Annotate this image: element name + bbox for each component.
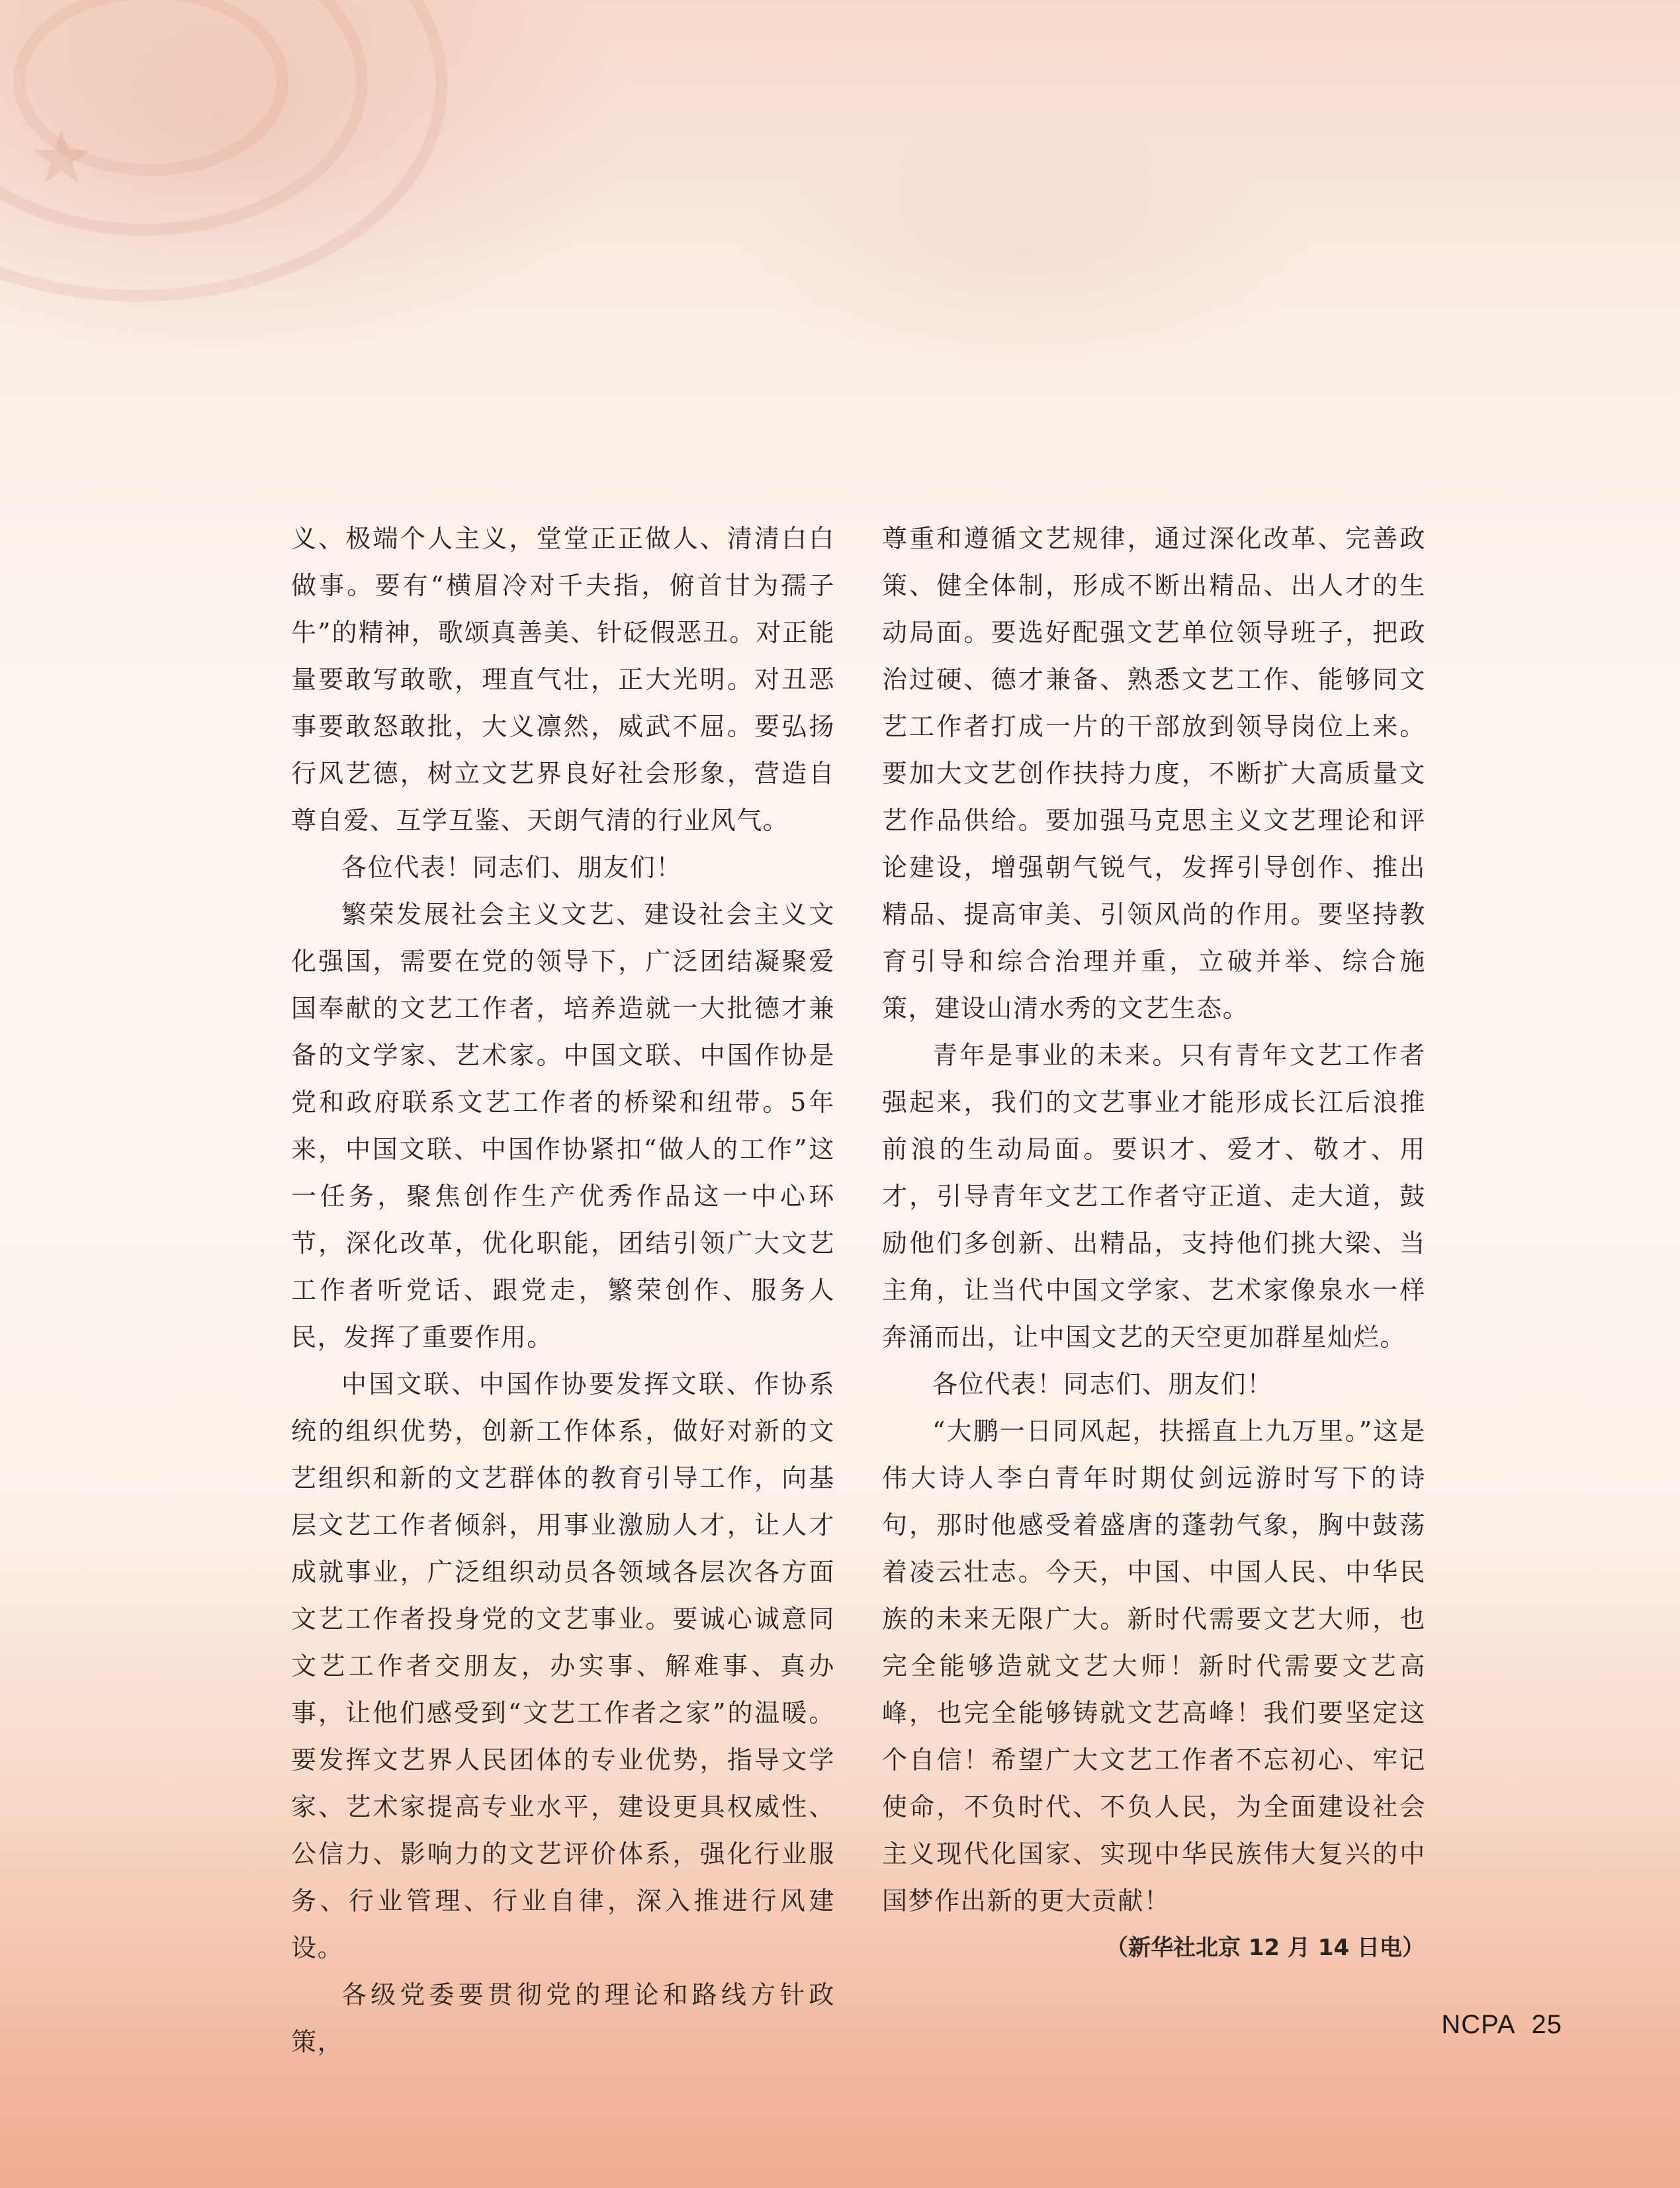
paragraph: 各位代表！同志们、朋友们！	[932, 1370, 1273, 1399]
paragraph: 青年是事业的未来。只有青年文艺工作者强起来，我们的文艺事业才能形成长江后浪推前浪的生动局面。要识才、爱才、敬才、用才，引导青年文艺工作者守正道、走大道，鼓励他们多创新、出精品，支持他们挑大梁、当主角，让当代中国文学家、艺术家像泉水一样奔涌而出，让中国文艺的天空更加群星灿烂。	[882, 1041, 1426, 1352]
paragraph: 义、极端个人主义，堂堂正正做人、清清白白做事。要有“横眉冷对千夫指，俯首甘为孺子牛”的精神，歌颂真善美、针砭假恶丑。对正能量要敢写敢歌，理直气壮，正大光明。对丑恶事要敢怒敢批，大义凛然，威武不屈。要弘扬行风艺德，树立文艺界良好社会形象，营造自尊自爱、互学互鉴、天朗气清的行业风气。	[291, 524, 835, 835]
dateline: （新华社北京 12 月 14 日电）	[1106, 1935, 1425, 1961]
background-swirl	[0, 0, 368, 236]
paragraph: “大鹏一日同风起，扶摇直上九万里。”这是伟大诗人李白青年时期仗剑远游时写下的诗句，那时他感受着盛唐的蓬勃气象，胸中鼓荡着凌云壮志。今天，中国、中国人民、中华民族的未来无限广大。新时代需要文艺大师，也完全能够造就文艺大师！新时代需要文艺高峰，也完全能够铸就文艺高峰！我们要坚定这个自信！希望广大文艺工作者不忘初心、牢记使命，不负时代、不负人民，为全面建设社会主义现代化国家、实现中华民族伟大复兴的中国梦作出新的更大贡献！	[882, 1417, 1426, 1915]
background-star-icon	[32, 129, 91, 189]
paragraph: 中国文联、中国作协要发挥文联、作协系统的组织优势，创新工作体系，做好对新的文艺组织和新的文艺群体的教育引导工作，向基层文艺工作者倾斜，用事业激励人才，让人才成就事业，广泛组织动员各领域各层次各方面文艺工作者投身党的文艺事业。要诚心诚意同文艺工作者交朋友，办实事、解难事、真办事，让他们感受到“文艺工作者之家”的温暖。要发挥文艺界人民团体的专业优势，指导文学家、艺术家提高专业水平，建设更具权威性、公信力、影响力的文艺评价体系，强化行业服务、行业管理、行业自律，深入推进行风建设。	[291, 1370, 835, 1962]
paragraph: 繁荣发展社会主义文艺、建设社会主义文化强国，需要在党的领导下，广泛团结凝聚爱国奉献的文艺工作者，培养造就一大批德才兼备的文学家、艺术家。中国文联、中国作协是党和政府联系文艺工作者的桥梁和纽带。5年来，中国文联、中国作协紧扣“做人的工作”这一任务，聚焦创作生产优秀作品这一中心环节，深化改革，优化职能，团结引领广大文艺工作者听党话、跟党走，繁荣创作、服务人民，发挥了重要作用。	[291, 900, 835, 1352]
paragraph: 各级党委要贯彻党的理论和路线方针政策，	[291, 1980, 835, 2056]
page-number: 25	[1531, 2010, 1562, 2039]
page-footer	[1441, 2010, 1562, 2040]
publication-name: NCPA	[1441, 2010, 1516, 2039]
background-swirl	[13, 0, 288, 176]
left-text-column	[291, 515, 835, 2066]
paragraph: 尊重和遵循文艺规律，通过深化改革、完善政策、健全体制，形成不断出精品、出人才的生动局面。要选好配强文艺单位领导班子，把政治过硬、德才兼备、熟悉文艺工作、能够同文艺工作者打成一片的干部放到领导岗位上来。要加大文艺创作扶持力度，不断扩大高质量文艺作品供给。要加强马克思主义文艺理论和评论建设，增强朝气锐气，发挥引导创作、推出精品、提高审美、引领风尚的作用。要坚持教育引导和综合治理并重，立破并举、综合施策，建设山清水秀的文艺生态。	[882, 524, 1426, 1023]
paragraph: 各位代表！同志们、朋友们！	[341, 853, 682, 882]
right-text-column	[882, 515, 1426, 1972]
